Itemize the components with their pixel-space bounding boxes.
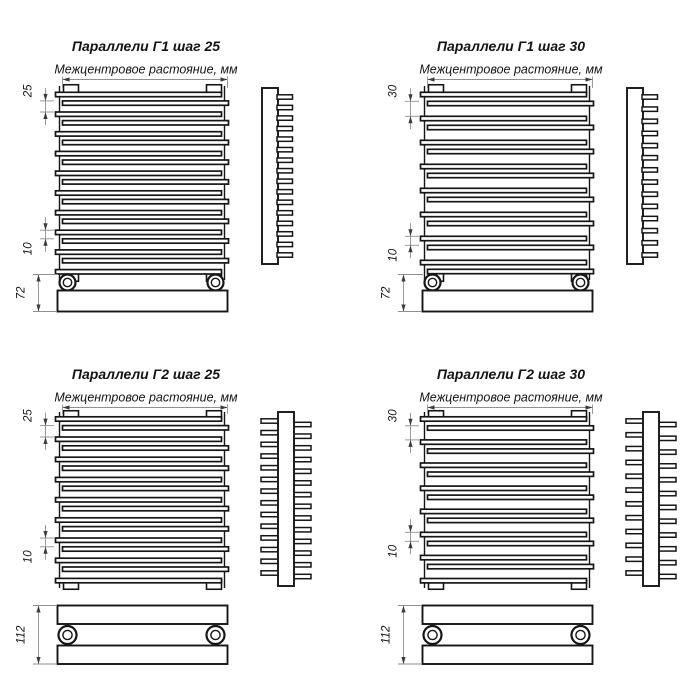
front-bar — [421, 212, 587, 216]
side-stub-left — [261, 536, 279, 540]
dim-arrow — [401, 657, 405, 664]
side-stub-left — [261, 419, 279, 423]
side-stub-left — [626, 433, 644, 437]
front-bar — [63, 160, 229, 164]
dim-arrow — [401, 305, 405, 312]
bottom-profile-front-row — [423, 606, 593, 625]
panel-title: Параллели Г2 шаг 30 — [436, 366, 586, 382]
front-bar — [63, 121, 229, 125]
side-stub — [642, 119, 658, 123]
front-bar — [56, 171, 222, 175]
front-bar — [63, 426, 229, 430]
side-stub — [277, 200, 293, 204]
side-stub-right — [659, 519, 677, 523]
side-stub — [642, 253, 658, 257]
depth-dim-label: 72 — [380, 286, 393, 300]
side-stub — [642, 143, 658, 147]
side-stub-right — [659, 478, 677, 482]
panel-shapes — [33, 77, 293, 312]
panel-g2-step30 — [381, 366, 676, 664]
dim-arrow — [43, 223, 47, 230]
side-stub-left — [626, 419, 644, 423]
dim-arrow — [63, 77, 70, 81]
front-bar — [63, 101, 229, 105]
dim-arrow — [36, 275, 40, 282]
dim-arrow — [428, 405, 435, 409]
front-bar — [428, 269, 594, 273]
side-stub-right — [294, 469, 312, 473]
side-stub-left — [261, 477, 279, 481]
front-bar — [421, 555, 587, 559]
front-bar — [56, 518, 222, 522]
step-dim-label: 30 — [387, 409, 400, 423]
step-dim-label: 25 — [22, 409, 35, 422]
offset-dim-label: 10 — [22, 242, 35, 256]
side-stub-right — [659, 422, 677, 426]
side-stub — [277, 211, 293, 215]
front-bar — [421, 140, 587, 144]
side-stub-left — [626, 529, 644, 533]
front-bar — [428, 245, 594, 249]
tube-inner-circle — [576, 278, 584, 286]
front-bar — [421, 116, 587, 120]
front-bar — [63, 486, 229, 490]
front-bar — [421, 92, 587, 96]
side-stub-left — [626, 543, 644, 547]
dim-arrow — [43, 547, 47, 554]
side-stub-right — [294, 563, 312, 567]
side-stub — [642, 95, 658, 99]
front-bar — [421, 440, 587, 444]
side-stub — [277, 221, 293, 225]
side-stub-left — [261, 571, 279, 575]
front-bar — [63, 219, 229, 223]
front-bar — [63, 140, 229, 144]
panel-shapes — [33, 405, 311, 665]
front-bar — [56, 112, 222, 116]
front-bar — [421, 509, 587, 513]
side-stub-right — [294, 481, 312, 485]
side-collector — [627, 88, 643, 264]
side-stub-left — [261, 442, 279, 446]
side-stub-right — [294, 446, 312, 450]
panel-g1-step30 — [381, 38, 658, 312]
side-stub-left — [261, 559, 279, 563]
front-bar — [63, 527, 229, 531]
dim-arrow — [43, 112, 47, 119]
side-stub-left — [261, 489, 279, 493]
front-bar — [63, 466, 229, 470]
side-stub-right — [659, 560, 677, 564]
tube-inner-circle — [576, 630, 585, 639]
panel-title: Параллели Г2 шаг 25 — [71, 366, 221, 382]
front-bar — [63, 239, 229, 243]
dim-arrow — [401, 606, 405, 613]
side-stub-left — [261, 512, 279, 516]
tube-inner-circle — [63, 630, 72, 639]
side-stub-right — [294, 492, 312, 496]
bottom-profile — [58, 291, 228, 312]
panel-g1-step25 — [16, 38, 293, 312]
side-stub-right — [294, 528, 312, 532]
front-bar — [56, 270, 222, 274]
front-bar — [428, 518, 594, 522]
panel-title: Параллели Г1 шаг 25 — [71, 38, 221, 54]
dim-arrow — [43, 94, 47, 101]
dim-arrow — [221, 405, 228, 409]
side-stub-left — [261, 547, 279, 551]
side-stub-left — [626, 557, 644, 561]
depth-dim-label: 72 — [15, 286, 28, 300]
side-stub-left — [261, 430, 279, 434]
side-stub — [277, 190, 293, 194]
side-stub-right — [659, 547, 677, 551]
front-bar — [56, 538, 222, 542]
step-dim-label: 30 — [387, 84, 400, 98]
front-bar — [56, 558, 222, 562]
front-bar — [428, 101, 594, 105]
panel-shapes — [398, 77, 658, 312]
side-stub-left — [626, 488, 644, 492]
dim-arrow — [408, 116, 412, 123]
side-stub-right — [659, 505, 677, 509]
side-collector — [278, 412, 294, 586]
side-stub — [277, 232, 293, 236]
side-stub — [642, 192, 658, 196]
side-stub-right — [294, 516, 312, 520]
front-bar — [428, 495, 594, 499]
side-stub — [642, 107, 658, 111]
panel-subtitle: Межцентровое растояние, мм — [54, 62, 238, 77]
side-collector — [643, 412, 659, 586]
side-stub-left — [261, 466, 279, 470]
dim-arrow — [408, 94, 412, 101]
side-stub-right — [659, 464, 677, 468]
panel-title: Параллели Г1 шаг 30 — [436, 38, 586, 54]
side-stub-right — [659, 491, 677, 495]
side-stub — [642, 131, 658, 135]
side-stub — [277, 116, 293, 120]
side-stub — [277, 242, 293, 246]
bottom-profile-front-row — [58, 606, 228, 625]
front-bar — [63, 567, 229, 571]
dim-arrow — [408, 541, 412, 548]
front-bar — [56, 211, 222, 215]
side-stub — [277, 105, 293, 109]
side-stub-right — [294, 457, 312, 461]
front-bar — [428, 541, 594, 545]
dim-arrow — [221, 77, 228, 81]
dim-arrow — [428, 77, 435, 81]
side-stub-right — [294, 504, 312, 508]
side-stub-left — [626, 502, 644, 506]
offset-dim-label: 10 — [387, 544, 400, 558]
dim-arrow — [43, 531, 47, 538]
front-bar — [428, 197, 594, 201]
side-stub-right — [659, 533, 677, 537]
bottom-profile — [423, 291, 593, 312]
front-bar — [56, 437, 222, 441]
front-bar — [56, 132, 222, 136]
side-stub — [277, 126, 293, 130]
tube-inner-circle — [428, 630, 437, 639]
side-stub — [277, 179, 293, 183]
dim-arrow — [408, 440, 412, 447]
side-stub-left — [626, 571, 644, 575]
front-bar — [421, 417, 587, 421]
dim-arrow — [63, 405, 70, 409]
side-stub — [277, 253, 293, 257]
panel-subtitle: Межцентровое растояние, мм — [54, 390, 238, 405]
dim-arrow — [43, 419, 47, 426]
dim-arrow — [408, 419, 412, 426]
side-stub-right — [659, 436, 677, 440]
panel-subtitle: Межцентровое растояние, мм — [419, 390, 603, 405]
tube-inner-circle — [428, 278, 436, 286]
dim-arrow — [408, 229, 412, 236]
side-stub-left — [626, 474, 644, 478]
front-bar — [428, 173, 594, 177]
side-collector — [262, 88, 278, 264]
front-bar — [421, 532, 587, 536]
dim-arrow — [36, 606, 40, 613]
front-bar — [56, 151, 222, 155]
front-bar — [56, 230, 222, 234]
front-bar — [428, 472, 594, 476]
front-bar — [428, 125, 594, 129]
side-stub — [642, 156, 658, 160]
side-stub — [277, 158, 293, 162]
side-stub-right — [294, 434, 312, 438]
dim-arrow — [36, 305, 40, 312]
front-bar — [56, 191, 222, 195]
front-bar — [63, 259, 229, 263]
front-bar — [56, 578, 222, 582]
side-stub-left — [261, 454, 279, 458]
dim-arrow — [586, 77, 593, 81]
dim-arrow — [408, 245, 412, 252]
side-stub-left — [626, 460, 644, 464]
front-bar — [56, 477, 222, 481]
front-bar — [56, 417, 222, 421]
tube-inner-circle — [211, 630, 220, 639]
panel-subtitle: Межцентровое растояние, мм — [419, 62, 603, 77]
panel-g2-step25 — [16, 366, 311, 664]
dim-arrow — [401, 275, 405, 282]
dim-arrow — [43, 437, 47, 444]
side-stub — [277, 147, 293, 151]
side-stub-right — [659, 450, 677, 454]
bottom-profile-back-row — [58, 646, 228, 665]
front-bar — [421, 236, 587, 240]
offset-dim-label: 10 — [387, 248, 400, 262]
side-stub — [642, 180, 658, 184]
front-bar — [428, 426, 594, 430]
dim-arrow — [36, 657, 40, 664]
front-bar — [421, 579, 587, 583]
front-bar — [56, 92, 222, 96]
side-stub-left — [626, 446, 644, 450]
front-bar — [63, 180, 229, 184]
dim-arrow — [586, 405, 593, 409]
tube-inner-circle — [211, 278, 219, 286]
front-bar — [63, 446, 229, 450]
side-stub — [277, 169, 293, 173]
front-bar — [421, 260, 587, 264]
side-stub-right — [659, 574, 677, 578]
side-stub-right — [294, 539, 312, 543]
side-stub-left — [626, 516, 644, 520]
step-dim-label: 25 — [22, 84, 35, 98]
front-bar — [63, 506, 229, 510]
front-bar — [421, 486, 587, 490]
side-stub — [277, 95, 293, 99]
front-bar — [428, 449, 594, 453]
side-stub-right — [294, 551, 312, 555]
depth-dim-label: 112 — [380, 625, 393, 644]
panel-shapes — [398, 405, 676, 665]
side-stub-right — [294, 422, 312, 426]
front-bar — [421, 164, 587, 168]
bottom-profile-back-row — [423, 646, 593, 665]
side-stub-right — [294, 574, 312, 578]
side-stub-left — [261, 501, 279, 505]
front-bar — [56, 498, 222, 502]
front-bar — [421, 463, 587, 467]
side-stub — [277, 137, 293, 141]
front-bar — [56, 250, 222, 254]
side-stub — [642, 168, 658, 172]
front-bar — [428, 149, 594, 153]
front-bar — [428, 564, 594, 568]
front-bar — [428, 221, 594, 225]
tube-inner-circle — [63, 278, 71, 286]
front-bar — [63, 199, 229, 203]
depth-dim-label: 112 — [15, 625, 28, 644]
front-bar — [56, 457, 222, 461]
dim-arrow — [408, 525, 412, 532]
offset-dim-label: 10 — [22, 550, 35, 564]
side-stub — [642, 204, 658, 208]
side-stub — [642, 228, 658, 232]
side-stub — [642, 241, 658, 245]
front-bar — [421, 188, 587, 192]
side-stub-left — [261, 524, 279, 528]
dim-arrow — [43, 239, 47, 246]
front-bar — [63, 547, 229, 551]
side-stub — [642, 216, 658, 220]
